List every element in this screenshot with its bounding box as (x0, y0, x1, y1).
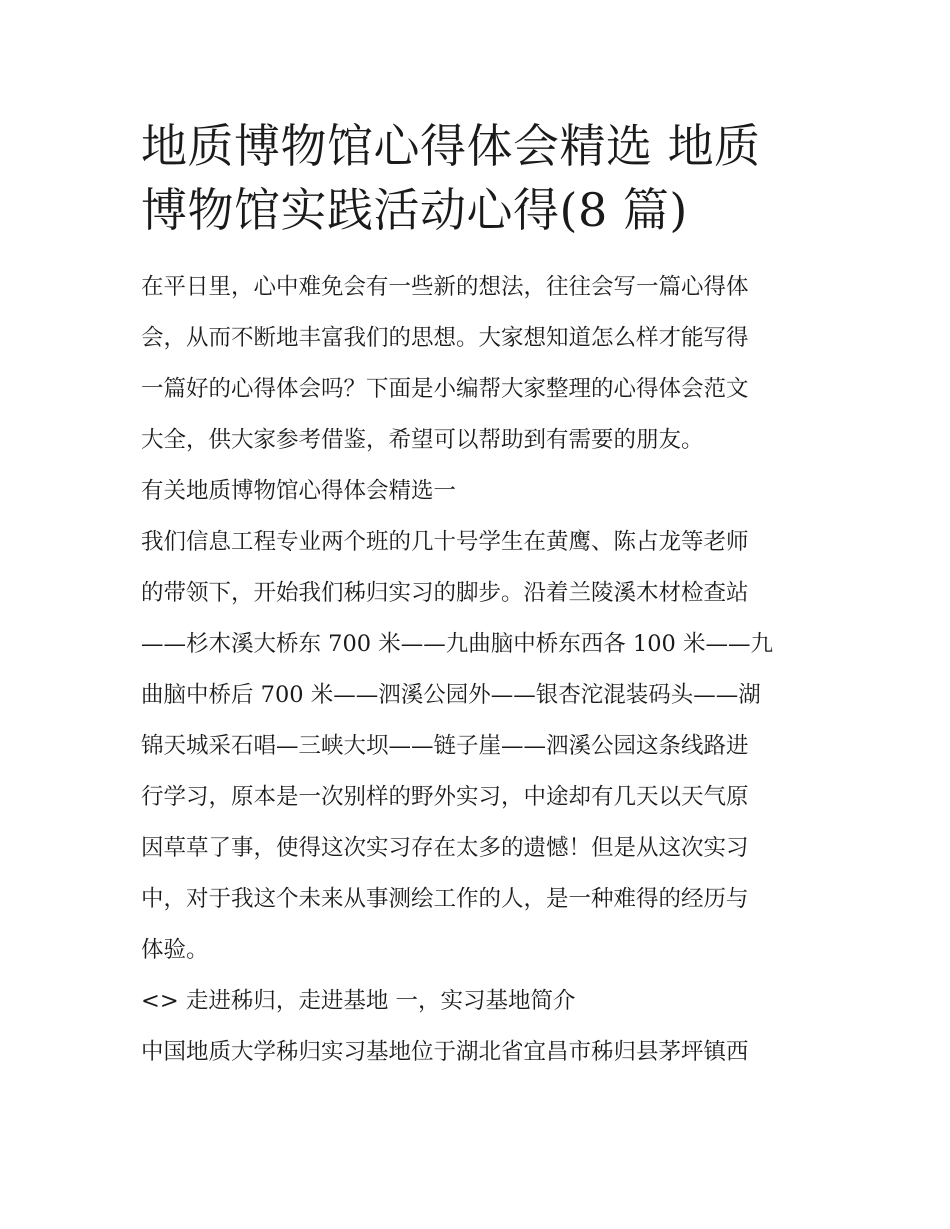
intro-paragraph (141, 262, 813, 466)
document-title (141, 114, 813, 242)
intro-line: 会，从而不断地丰富我们的思想。大家想知道怎么样才能写得 (141, 325, 749, 351)
intro-line: 在平日里，心中难免会有一些新的想法，往往会写一篇心得体 (141, 274, 749, 300)
body-line: ——杉木溪大桥东 700 米——九曲脑中桥东西各 100 米——九 (141, 631, 774, 657)
body-line: 中，对于我这个未来从事测绘工作的人，是一种难得的经历与 (141, 886, 749, 912)
final-paragraph (141, 1027, 813, 1078)
body-line: 体验。 (141, 937, 209, 963)
subheading: <> 走进秭归，走进基地 一，实习基地简介 (141, 988, 576, 1014)
body-line: 因草草了事，使得这次实习存在太多的遗憾！但是从这次实习 (141, 835, 749, 861)
body-line: 行学习，原本是一次别样的野外实习，中途却有几天以天气原 (141, 784, 749, 810)
body-line: 曲脑中桥后 700 米——泗溪公园外——银杏沱混装码头——湖 (141, 682, 761, 708)
document-content (141, 114, 813, 1078)
section-heading: 有关地质博物馆心得体会精选一 (141, 478, 457, 504)
final-line: 中国地质大学秭归实习基地位于湖北省宜昌市秭归县茅坪镇西 (141, 1039, 749, 1065)
body-paragraph (141, 517, 813, 976)
body-line: 我们信息工程专业两个班的几十号学生在黄鹰、陈占龙等老师 (141, 529, 749, 555)
intro-line: 一篇好的心得体会吗？下面是小编帮大家整理的心得体会范文 (141, 376, 749, 402)
title-line: 博物馆实践活动心得(8 篇) (141, 183, 688, 237)
body-line: 锦天城采石唱—三峡大坝——链子崖——泗溪公园这条线路进 (141, 733, 749, 759)
body-line: 的带领下，开始我们秭归实习的脚步。沿着兰陵溪木材检查站 (141, 580, 749, 606)
title-line: 地质博物馆心得体会精选 地质 (141, 119, 761, 173)
intro-line: 大全，供大家参考借鉴，希望可以帮助到有需要的朋友。 (141, 427, 704, 453)
